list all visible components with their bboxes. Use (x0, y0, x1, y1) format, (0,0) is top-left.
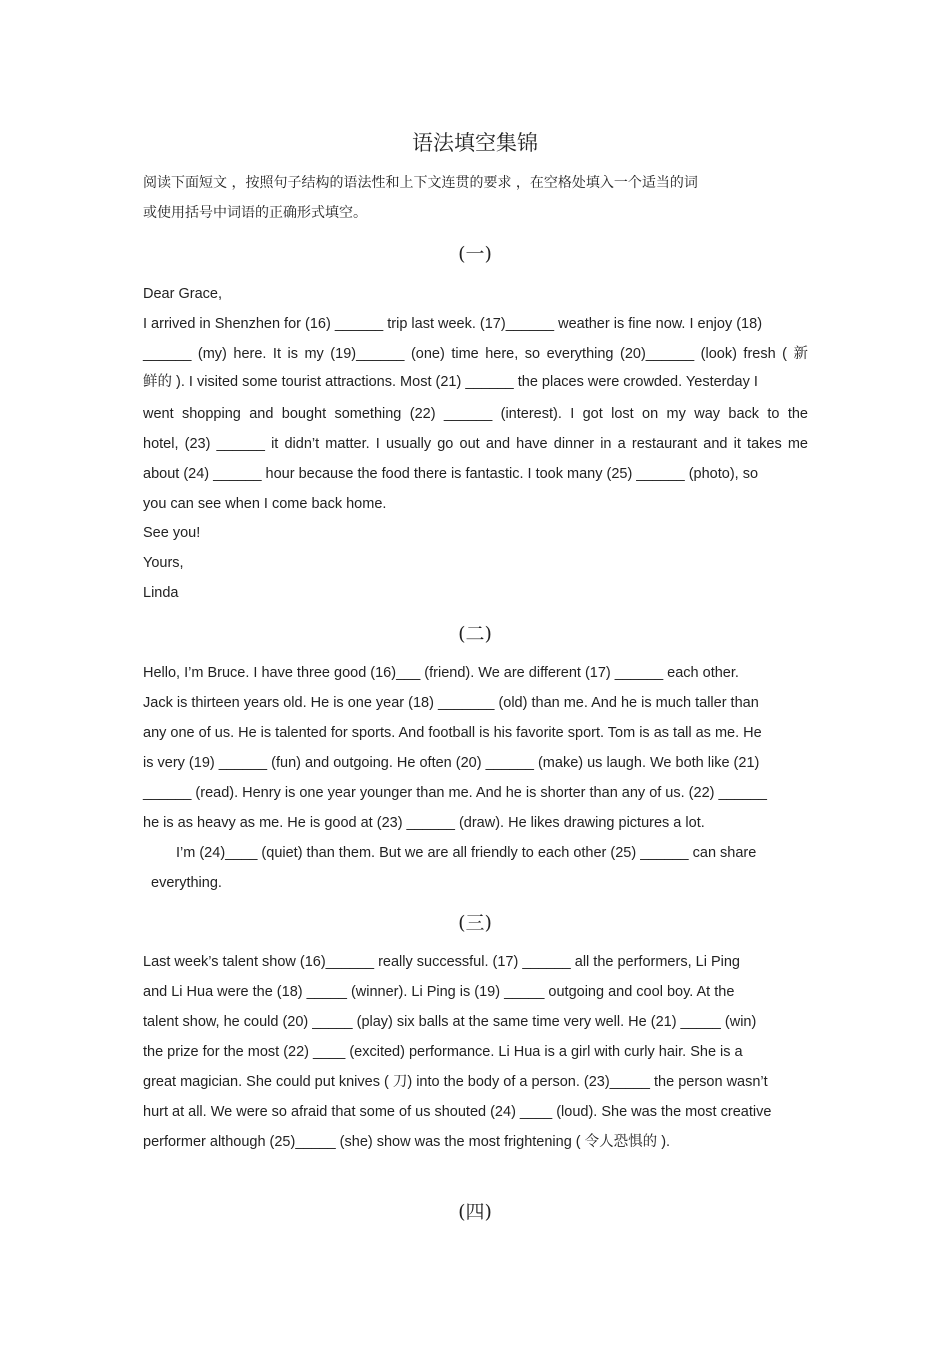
instruction-line: 阅读下面短文 ，按照句子结构的语法性和上下文连贯的要求 ，在空格处填入一个适当的词 (143, 175, 698, 191)
passage-line: he is as heavy as me. He is good at (23) ______ (draw). He likes drawing pictures a lot. (143, 815, 705, 831)
passage-line: performer although (25)_____ (she) show was the most frightening ( 令人恐惧的 ). (143, 1134, 671, 1150)
passage-line: and Li Hua were the (18) _____ (winner). Li Ping is (19) _____ outgoing and cool boy. At the (143, 984, 735, 1000)
passage-line: about (24) ______ hour because the food there is fantastic. I took many (25) ______ (photo), so (143, 466, 759, 482)
passage-line: hurt at all. We were so afraid that some of us shouted (24) ____ (loud). She was the most creative (143, 1104, 772, 1120)
section-heading: (二) (458, 623, 492, 645)
passage-line: See you! (143, 525, 201, 541)
passage-line: Yours, (143, 555, 184, 571)
passage-line: Linda (143, 585, 179, 601)
passage-line: hotel, (23) ______ it didn’t matter. I usually go out and have dinner in a restaurant and it takes me (143, 436, 808, 452)
passage-line: I arrived in Shenzhen for (16) ______ trip last week. (17)______ weather is fine now. I enjoy (18) (143, 316, 763, 332)
passage-line: ______ (my) here. It is my (19)______ (one) time here, so everything (20)______ (look) fresh ( 新 (143, 346, 808, 362)
passage-line: Dear Grace, (143, 286, 222, 302)
passage-line: the prize for the most (22) ____ (excited) performance. Li Hua is a girl with curly hair. She is a (143, 1044, 743, 1060)
passage-line: talent show, he could (20) _____ (play) six balls at the same time very well. He (21) _____ (win) (143, 1014, 757, 1030)
page-title: 语法填空集锦 (412, 131, 538, 155)
passage-line: great magician. She could put knives ( 刀) into the body of a person. (23)_____ the person wasn’t (143, 1074, 768, 1090)
passage-line: I’m (24)____ (quiet) than them. But we are all friendly to each other (25) ______ can share (176, 845, 757, 861)
passage-line: you can see when I come back home. (143, 496, 387, 512)
passage-line: everything. (151, 875, 222, 891)
passage-line: went shopping and bought something (22) ______ (interest). I got lost on my way back to the (143, 406, 808, 422)
passage-line: Jack is thirteen years old. He is one year (18) _______ (old) than me. And he is much taller than (143, 695, 759, 711)
instruction-line: 或使用括号中词语的正确形式填空。 (143, 205, 367, 221)
passage-line: ______ (read). Henry is one year younger than me. And he is shorter than any of us. (22) ______ (143, 785, 767, 801)
passage-line: 鲜的 ). I visited some tourist attractions. Most (21) ______ the places were crowded. Yesterday I (143, 374, 758, 390)
passage-line: is very (19) ______ (fun) and outgoing. He often (20) ______ (make) us laugh. We both like (21) (143, 755, 760, 771)
section-heading: (一) (458, 243, 492, 265)
section-heading: (四) (458, 1201, 492, 1223)
passage-line: Last week’s talent show (16)______ really successful. (17) ______ all the performers, Li Ping (143, 954, 740, 970)
passage-line: any one of us. He is talented for sports. And football is his favorite sport. Tom is as tall as me. He (143, 725, 762, 741)
passage-line: Hello, I’m Bruce. I have three good (16)___ (friend). We are different (17) ______ each other. (143, 665, 739, 681)
section-heading: (三) (458, 912, 492, 934)
